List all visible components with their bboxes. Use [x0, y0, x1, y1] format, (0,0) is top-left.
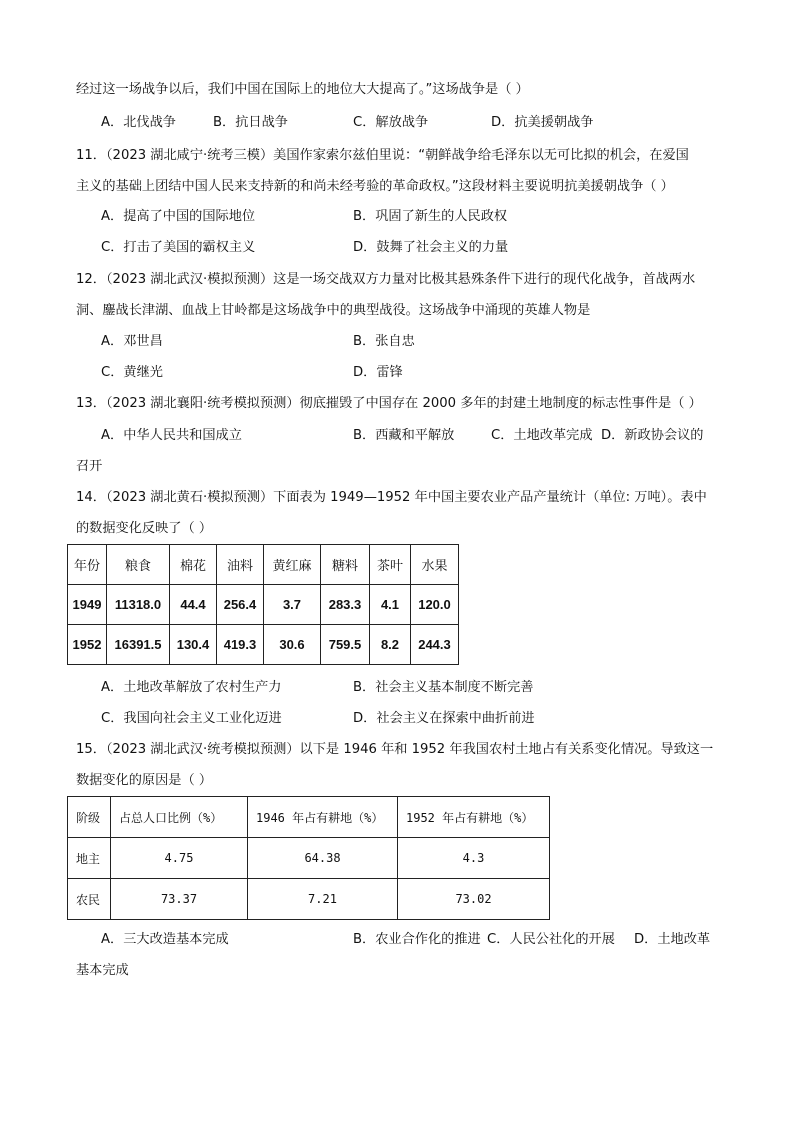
- header-cell: 1946 年占有耕地（%）: [248, 797, 398, 838]
- q12-option-c[interactable]: C．黄继光: [101, 365, 163, 380]
- header-cell: 阶级: [68, 797, 111, 838]
- q12-stem-line2: 洞、鏖战长津湖、血战上甘岭都是这场战争中的典型战役。这场战争中涌现的英雄人物是: [76, 303, 591, 318]
- table-cell: 44.4: [170, 585, 217, 625]
- table-cell: 11318.0: [107, 585, 170, 625]
- q11-option-c[interactable]: C．打击了美国的霸权主义: [101, 240, 256, 255]
- q10-option-c[interactable]: C．解放战争: [353, 115, 429, 130]
- q10-option-d[interactable]: D．抗美援朝战争: [491, 115, 594, 130]
- table-cell: 农民: [68, 879, 111, 920]
- q13-option-b[interactable]: B．西藏和平解放: [353, 428, 455, 443]
- table-cell: 8.2: [370, 625, 411, 665]
- header-cell: 占总人口比例（%）: [111, 797, 248, 838]
- table-cell: 16391.5: [107, 625, 170, 665]
- table-cell: 7.21: [248, 879, 398, 920]
- q14-production-table: [67, 544, 459, 665]
- q14-stem-line1: 14．（2023 湖北黄石·模拟预测）下面表为 1949—1952 年中国主要农业产品产量统计（单位: 万吨）。表中: [76, 490, 707, 505]
- table-cell: 1949: [68, 585, 107, 625]
- q15-option-a[interactable]: A．三大改造基本完成: [101, 932, 229, 947]
- q11-option-b[interactable]: B．巩固了新生的人民政权: [353, 209, 508, 224]
- q13-option-d[interactable]: D．新政协会议的: [601, 428, 704, 443]
- table-header-row: [68, 797, 550, 838]
- q15-option-c[interactable]: C．人民公社化的开展: [487, 932, 615, 947]
- q13-option-a[interactable]: A．中华人民共和国成立: [101, 428, 242, 443]
- q11-stem-line1: 11．（2023 湖北咸宁·统考三模）美国作家索尔兹伯里说：“朝鲜战争给毛泽东以无可比拟的机会，在爱国: [76, 148, 689, 163]
- q10-option-a[interactable]: A．北伐战争: [101, 115, 176, 130]
- header-cell: 水果: [411, 545, 459, 585]
- header-cell: 棉花: [170, 545, 217, 585]
- q13-stem: 13．（2023 湖北襄阳·统考模拟预测）彻底摧毁了中国存在 2000 多年的封建土地制度的标志性事件是（ ）: [76, 396, 702, 411]
- q15-land-table: [67, 796, 550, 920]
- header-cell: 茶叶: [370, 545, 411, 585]
- table-row: [68, 879, 550, 920]
- header-cell: 油料: [217, 545, 264, 585]
- q10-option-b[interactable]: B．抗日战争: [213, 115, 288, 130]
- table-cell: 4.1: [370, 585, 411, 625]
- table-cell: 64.38: [248, 838, 398, 879]
- table-cell: 1952: [68, 625, 107, 665]
- q10-stem: 经过这一场战争以后，我们中国在国际上的地位大大提高了。”这场战争是（ ）: [76, 82, 529, 97]
- table-cell: 759.5: [321, 625, 370, 665]
- q14-stem-line2: 的数据变化反映了（ ）: [76, 521, 213, 536]
- table-cell: 30.6: [264, 625, 321, 665]
- table-cell: 283.3: [321, 585, 370, 625]
- q15-stem-line2: 数据变化的原因是（ ）: [76, 773, 213, 788]
- header-cell: 1952 年占有耕地（%）: [398, 797, 550, 838]
- q15-stem-line1: 15．（2023 湖北武汉·统考模拟预测）以下是 1946 年和 1952 年我国农村土地占有关系变化情况。导致这一: [76, 742, 714, 757]
- header-cell: 糖料: [321, 545, 370, 585]
- table-cell: 120.0: [411, 585, 459, 625]
- table-row: [68, 838, 550, 879]
- table-cell: 256.4: [217, 585, 264, 625]
- header-cell: 粮食: [107, 545, 170, 585]
- q11-option-a[interactable]: A．提高了中国的国际地位: [101, 209, 256, 224]
- table-header-row: [68, 545, 459, 585]
- q14-option-d[interactable]: D．社会主义在探索中曲折前进: [353, 711, 535, 726]
- q12-option-d[interactable]: D．雷锋: [353, 365, 403, 380]
- table-row: [68, 585, 459, 625]
- header-cell: 年份: [68, 545, 107, 585]
- q12-option-a[interactable]: A．邓世昌: [101, 334, 163, 349]
- table-cell: 3.7: [264, 585, 321, 625]
- q11-stem-line2: 主义的基础上团结中国人民来支持新的和尚未经考验的革命政权。”这段材料主要说明抗美援朝战争（ ）: [76, 179, 674, 194]
- table-cell: 4.75: [111, 838, 248, 879]
- q15-option-b[interactable]: B．农业合作化的推进: [353, 932, 481, 947]
- table-row: [68, 625, 459, 665]
- q14-option-b[interactable]: B．社会主义基本制度不断完善: [353, 680, 534, 695]
- table-cell: 73.02: [398, 879, 550, 920]
- table-cell: 4.3: [398, 838, 550, 879]
- q15-option-d[interactable]: D．土地改革: [634, 932, 711, 947]
- q14-option-a[interactable]: A．土地改革解放了农村生产力: [101, 680, 282, 695]
- table-cell: 130.4: [170, 625, 217, 665]
- table-cell: 419.3: [217, 625, 264, 665]
- q12-stem-line1: 12．（2023 湖北武汉·模拟预测）这是一场交战双方力量对比极其悬殊条件下进行的现代化战争，首战两水: [76, 272, 696, 287]
- q12-option-b[interactable]: B．张自忠: [353, 334, 415, 349]
- table-cell: 244.3: [411, 625, 459, 665]
- header-cell: 黄红麻: [264, 545, 321, 585]
- q15-option-d-wrap: 基本完成: [76, 963, 129, 978]
- q13-option-c[interactable]: C．土地改革完成: [491, 428, 593, 443]
- q14-option-c[interactable]: C．我国向社会主义工业化迈进: [101, 711, 282, 726]
- table-cell: 地主: [68, 838, 111, 879]
- table-cell: 73.37: [111, 879, 248, 920]
- q13-option-d-wrap: 召开: [76, 459, 103, 474]
- q11-option-d[interactable]: D．鼓舞了社会主义的力量: [353, 240, 509, 255]
